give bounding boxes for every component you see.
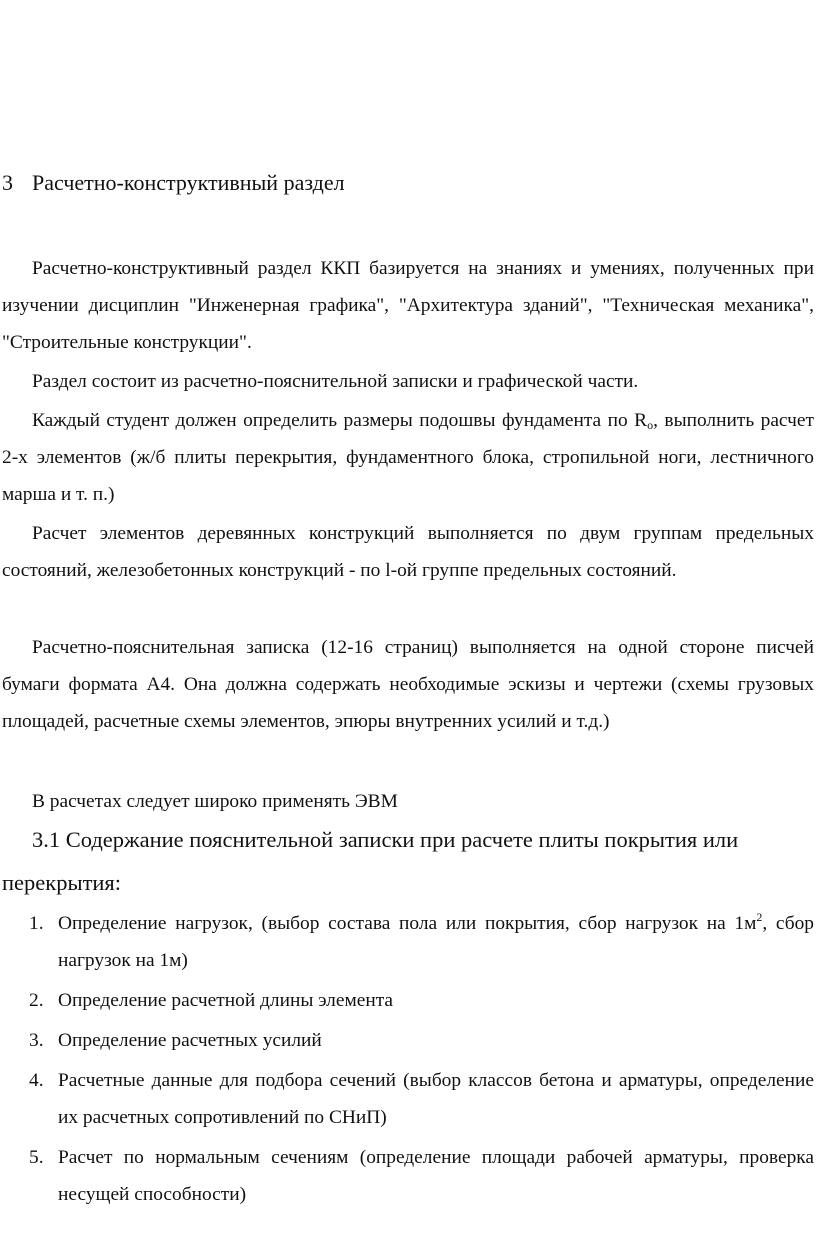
list-item [0, 1062, 814, 1136]
list-marker: 2. [29, 990, 44, 1011]
list-item-text: Определение нагрузок, (выбор состава пола или покрытия, сбор нагрузок на 1м [58, 913, 757, 934]
list-item-text: Определение расчетных усилий [58, 1030, 322, 1051]
paragraph-composition: Раздел состоит из расчетно-пояснительной записки и графической части. [32, 371, 639, 392]
list-item-text: Расчет по нормальным сечениям (определение площади рабочей арматуры, проверка несущей способности) [58, 1147, 814, 1205]
list-item-text-tail: , сбор нагрузок на 1м) [58, 913, 815, 971]
list-item [0, 1022, 814, 1059]
subscript-o: о [647, 418, 654, 432]
superscript-2: 2 [756, 910, 763, 924]
section-heading [2, 168, 345, 198]
paragraph-student-task [2, 402, 814, 513]
list-marker: 5. [29, 1147, 44, 1168]
list-item [0, 905, 814, 979]
list-item-text: Определение расчетной длины элемента [58, 990, 394, 1011]
subsection-heading: 3.1 Содержание пояснительной записки при расчете плиты покрытия или перекрытия: [2, 827, 739, 895]
list-item [0, 982, 814, 1019]
list-marker: 1. [29, 913, 44, 934]
paragraph-explanatory-note: Расчетно-пояснительная записка (12-16 страниц) выполняется на одной стороне писчей бумаги формата А4. Она должна содержать необходимые эскизы и чертежи (схемы грузовых площадей, расчетные схемы элементов, эпюры внутренних усилий и т.д.) [2, 637, 814, 732]
paragraph-student-task-part1: Каждый студент должен определить размеры подошвы фундамента по R [32, 410, 648, 431]
list-item [0, 1139, 814, 1213]
paragraph-intro: Расчетно-конструктивный раздел ККП базируется на знаниях и умениях, полученных при изучении дисциплин "Инженерная графика", "Архитектура зданий", "Техническая механика", "Строительные конструкции". [2, 258, 814, 353]
list-item-text: Расчетные данные для подбора сечений (выбор классов бетона и арматуры, определение их расчетных сопротивлений по СНиП) [58, 1070, 814, 1128]
section-number: 3 [2, 170, 13, 195]
section-title: Расчетно-конструктивный раздел [32, 170, 345, 195]
list-marker: 4. [29, 1070, 44, 1091]
paragraph-limit-states: Расчет элементов деревянных конструкций выполняется по двум группам предельных состояний, железобетонных конструкций - по l-ой группе предельных состояний. [2, 523, 814, 581]
contents-list [0, 905, 814, 1216]
list-marker: 3. [29, 1030, 44, 1051]
paragraph-computers: В расчетах следует широко применять ЭВМ [32, 791, 398, 812]
paragraph-student-task-part2: , выполнить расчет 2-х элементов (ж/б плиты перекрытия, фундаментного блока, стропильной ноги, лестничного марша и т. п.) [2, 410, 814, 505]
